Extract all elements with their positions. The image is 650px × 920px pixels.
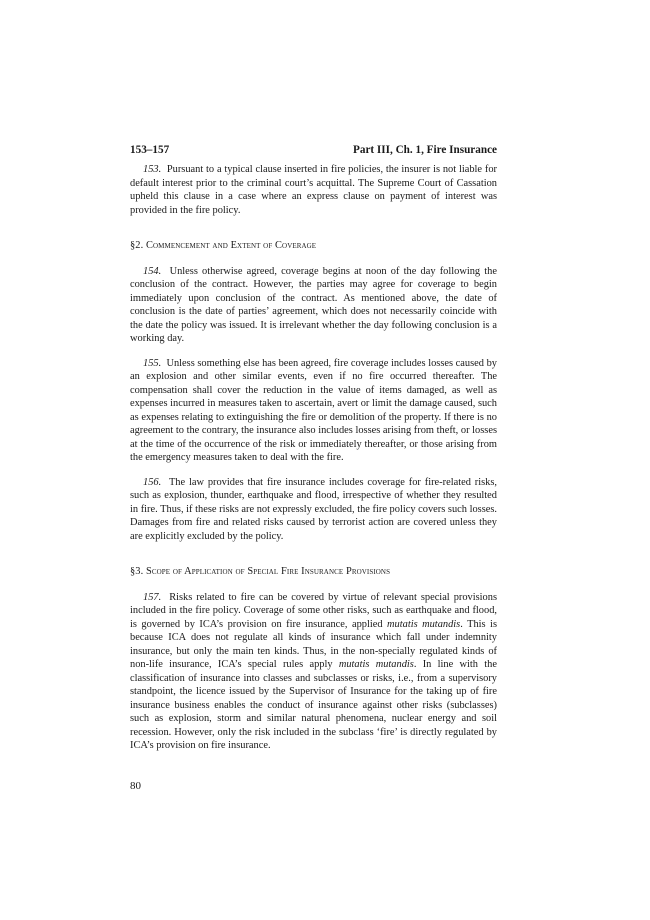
paragraph-text: Pursuant to a typical clause inserted in fire policies, the insurer is not liable for default interest prior to the criminal court’s acquittal. The Supreme Court of Cassation upheld this clause in a case where an express clause on payment of interest was provided in the fire policy. bbox=[130, 164, 497, 216]
paragraph-number: 153. bbox=[143, 164, 162, 175]
header-chapter-title: Part III, Ch. 1, Fire Insurance bbox=[353, 144, 497, 156]
paragraph-number: 157. bbox=[143, 591, 162, 603]
paragraph-number: 154. bbox=[143, 265, 162, 277]
running-header bbox=[130, 143, 497, 157]
latin-phrase: mutatis mutandis bbox=[338, 659, 414, 670]
paragraph-text: Unless something else has been agreed, fire coverage includes losses caused by an explosion and other similar events, even if no fire occurred thereafter. The compensation shall cover the reduction in the value of items damaged, as well as expenses incurred in measures taken to ascertain, avert or limit the damage caused, such as expenses relating to extinguishing the fire or demolition of the property. If there is no agreement to the contrary, the insurance also includes losses arising from theft, or losses at the time of the occurrence of the risk or immediately thereafter, or those arising from the emergency measures taken to deal with the fire. bbox=[130, 357, 497, 463]
paragraph-154 bbox=[130, 265, 497, 346]
page-number: 80 bbox=[130, 780, 141, 792]
paragraph-text: Unless otherwise agreed, coverage begins at noon of the day following the conclusion of the contract. However, the parties may agree for coverage to begin immediately upon conclusion of the contract. As mentioned above, the date of conclusion is the date of parties’ agreement, which does not necessarily coincide with the date the policy was issued. It is irrelevant whether the day following conclusion is a working day. bbox=[130, 265, 497, 344]
page-body bbox=[130, 143, 497, 753]
section-heading-3: §3. Scope of Application of Special Fire Insurance Provisions bbox=[130, 566, 391, 577]
paragraph-156 bbox=[130, 476, 497, 544]
paragraph-text-part: Risks related to fire can be covered by virtue of relevant special provisions included in the fire policy. Coverage of some other risks, such as earthquake and flood, is governed by ICA’s provision on fire insurance, applied bbox=[130, 591, 497, 630]
header-paragraph-range: 153–157 bbox=[130, 144, 170, 156]
paragraph-number: 155. bbox=[143, 357, 162, 369]
paragraph-155 bbox=[130, 357, 497, 465]
paragraph-153 bbox=[130, 163, 497, 217]
paragraph-text: The law provides that fire insurance includes coverage for fire-related risks, such as explosion, thunder, earthquake and flood, irrespective of whether they resulted in fire. Thus, if these risks are not expressly excluded, the fire policy covers such losses. Damages from fire and related risks caused by terrorist action are covered unless they are explicitly excluded by the policy. bbox=[130, 476, 497, 542]
paragraph-157 bbox=[130, 591, 497, 753]
latin-phrase: mutatis mutandis bbox=[387, 618, 461, 630]
paragraph-number: 156. bbox=[143, 476, 162, 488]
paragraph-text-part: . This is because ICA does not regulate all kinds of insurance which fall under indemnity insurance, but only the main ten kinds. Thus, in the non-specially regulated kinds of non-life insurance, ICA’s special rules apply bbox=[130, 618, 497, 670]
section-heading-2: §2. Commencement and Extent of Coverage bbox=[130, 240, 317, 251]
paragraph-text-part: . In line with the classification of insurance into classes and subclasses or risks, i.e., from a supervisory standpoint, the licence issued by the Supervisor of Insurance for the taking up of fire insurance business enables the conduct of insurance against other risks (subclasses) such as explosion, storm and similar natural phenomena, nuclear energy and soil recession. However, only the risk included in the subclass ‘fire’ is directly regulated by ICA’s provision on fire insurance. bbox=[130, 659, 497, 751]
